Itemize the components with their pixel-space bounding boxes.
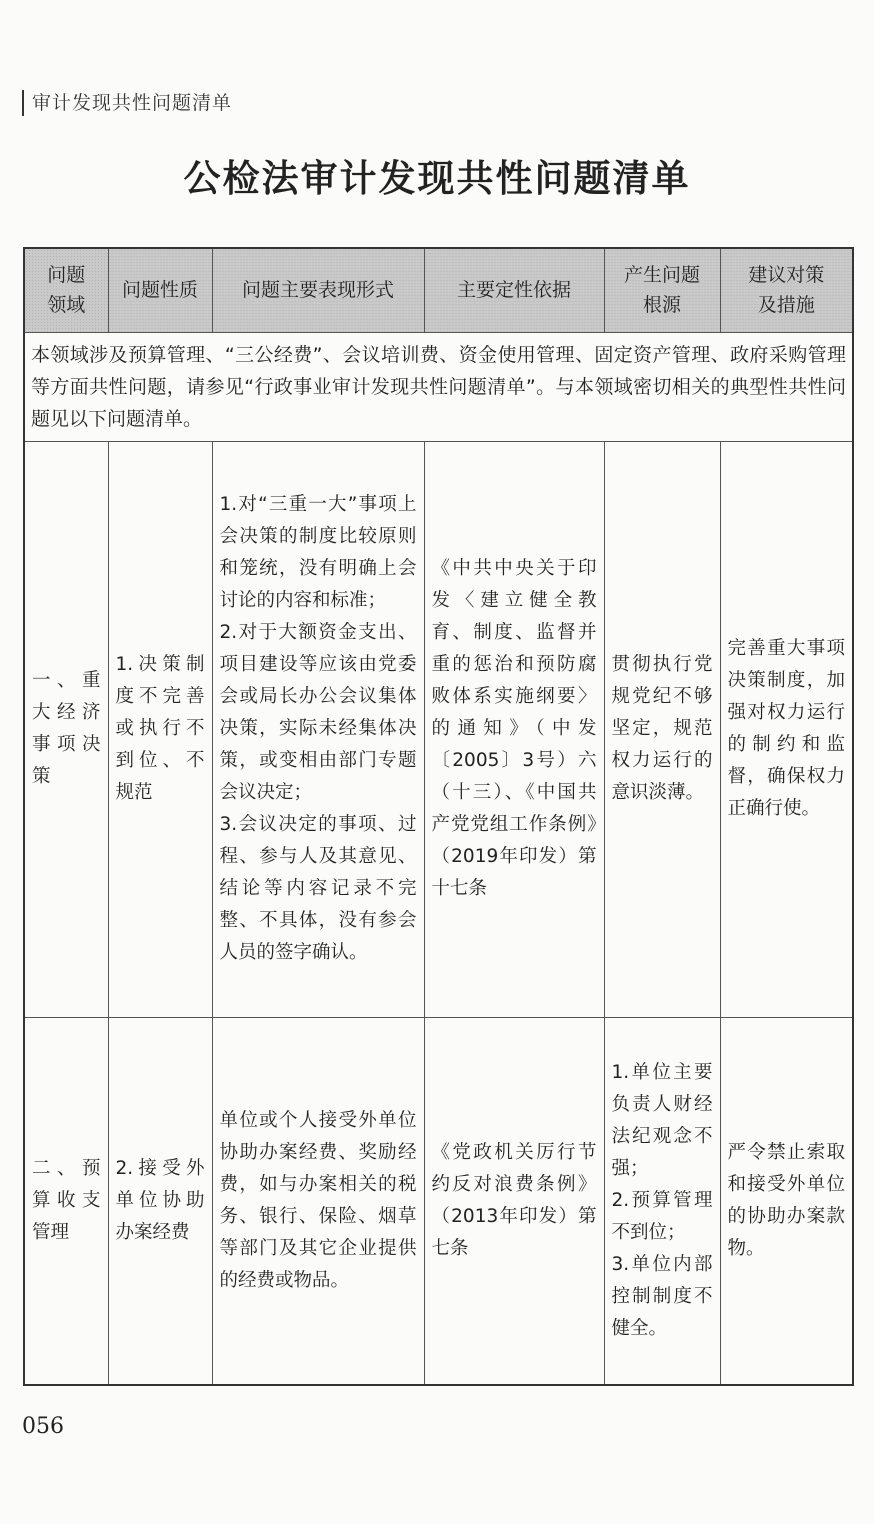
table-note-row — [24, 332, 853, 441]
header-root-cause: 产生问题 根源 — [604, 248, 720, 332]
cell-manifestation: 单位或个人接受外单位协助办案经费、奖励经费，如与办案相关的税务、银行、保险、烟草等部门及其它企业提供的经费或物品。 — [212, 1017, 424, 1385]
table-row — [24, 1017, 853, 1385]
issue-table — [23, 247, 854, 1386]
cell-measures: 完善重大事项决策制度，加强对权力运行的制约和监督，确保权力正确行使。 — [720, 441, 853, 1017]
running-header-text: 审计发现共性问题清单 — [32, 92, 233, 114]
table-row — [24, 441, 853, 1017]
table-header-row — [24, 248, 853, 332]
cell-root-cause: 1.单位主要负责人财经法纪观念不强； 2.预算管理不到位； 3.单位内部控制制度不健全。 — [604, 1017, 720, 1385]
cell-domain: 一、重大经济事项决策 — [24, 441, 108, 1017]
cell-measures: 严令禁止索取和接受外单位的协助办案款物。 — [720, 1017, 853, 1385]
page-number: 056 — [22, 1414, 64, 1439]
cell-nature: 1.决策制度不完善或执行不到位、不规范 — [108, 441, 212, 1017]
page-title: 公检法审计发现共性问题清单 — [183, 157, 691, 200]
cell-manifestation: 1.对“三重一大”事项上会决策的制度比较原则和笼统，没有明确上会讨论的内容和标准； 2.对于大额资金支出、项目建设等应该由党委会或局长办公会议集体决策，实际未经集体决策，或变相由部门专题会议决定； 3.会议决定的事项、过程、参与人及其意见、结论等内容记录不完整、不具体，没有参会人员的签字确认。 — [212, 441, 424, 1017]
cell-domain: 二、预算收支管理 — [24, 1017, 108, 1385]
cell-basis: 《党政机关厉行节约反对浪费条例》（2013年印发）第七条 — [424, 1017, 604, 1385]
table-note: 本领域涉及预算管理、“三公经费”、会议培训费、资金使用管理、固定资产管理、政府采购管理等方面共性问题，请参见“行政事业审计发现共性问题清单”。与本领域密切相关的典型性共性问题见以下问题清单。 — [24, 332, 853, 441]
header-nature: 问题性质 — [108, 248, 212, 332]
cell-root-cause: 贯彻执行党规党纪不够坚定，规范权力运行的意识淡薄。 — [604, 441, 720, 1017]
header-basis: 主要定性依据 — [424, 248, 604, 332]
cell-nature: 2.接受外单位协助办案经费 — [108, 1017, 212, 1385]
header-domain: 问题 领域 — [24, 248, 108, 332]
header-measures: 建议对策 及措施 — [720, 248, 853, 332]
header-manifestation: 问题主要表现形式 — [212, 248, 424, 332]
cell-basis: 《中共中央关于印发〈建立健全教育、制度、监督并重的惩治和预防腐败体系实施纲要〉的通知》（中发〔2005〕3号）六（十三）、《中国共产党党组工作条例》（2019年印发）第十七条 — [424, 441, 604, 1017]
running-header — [22, 90, 232, 116]
